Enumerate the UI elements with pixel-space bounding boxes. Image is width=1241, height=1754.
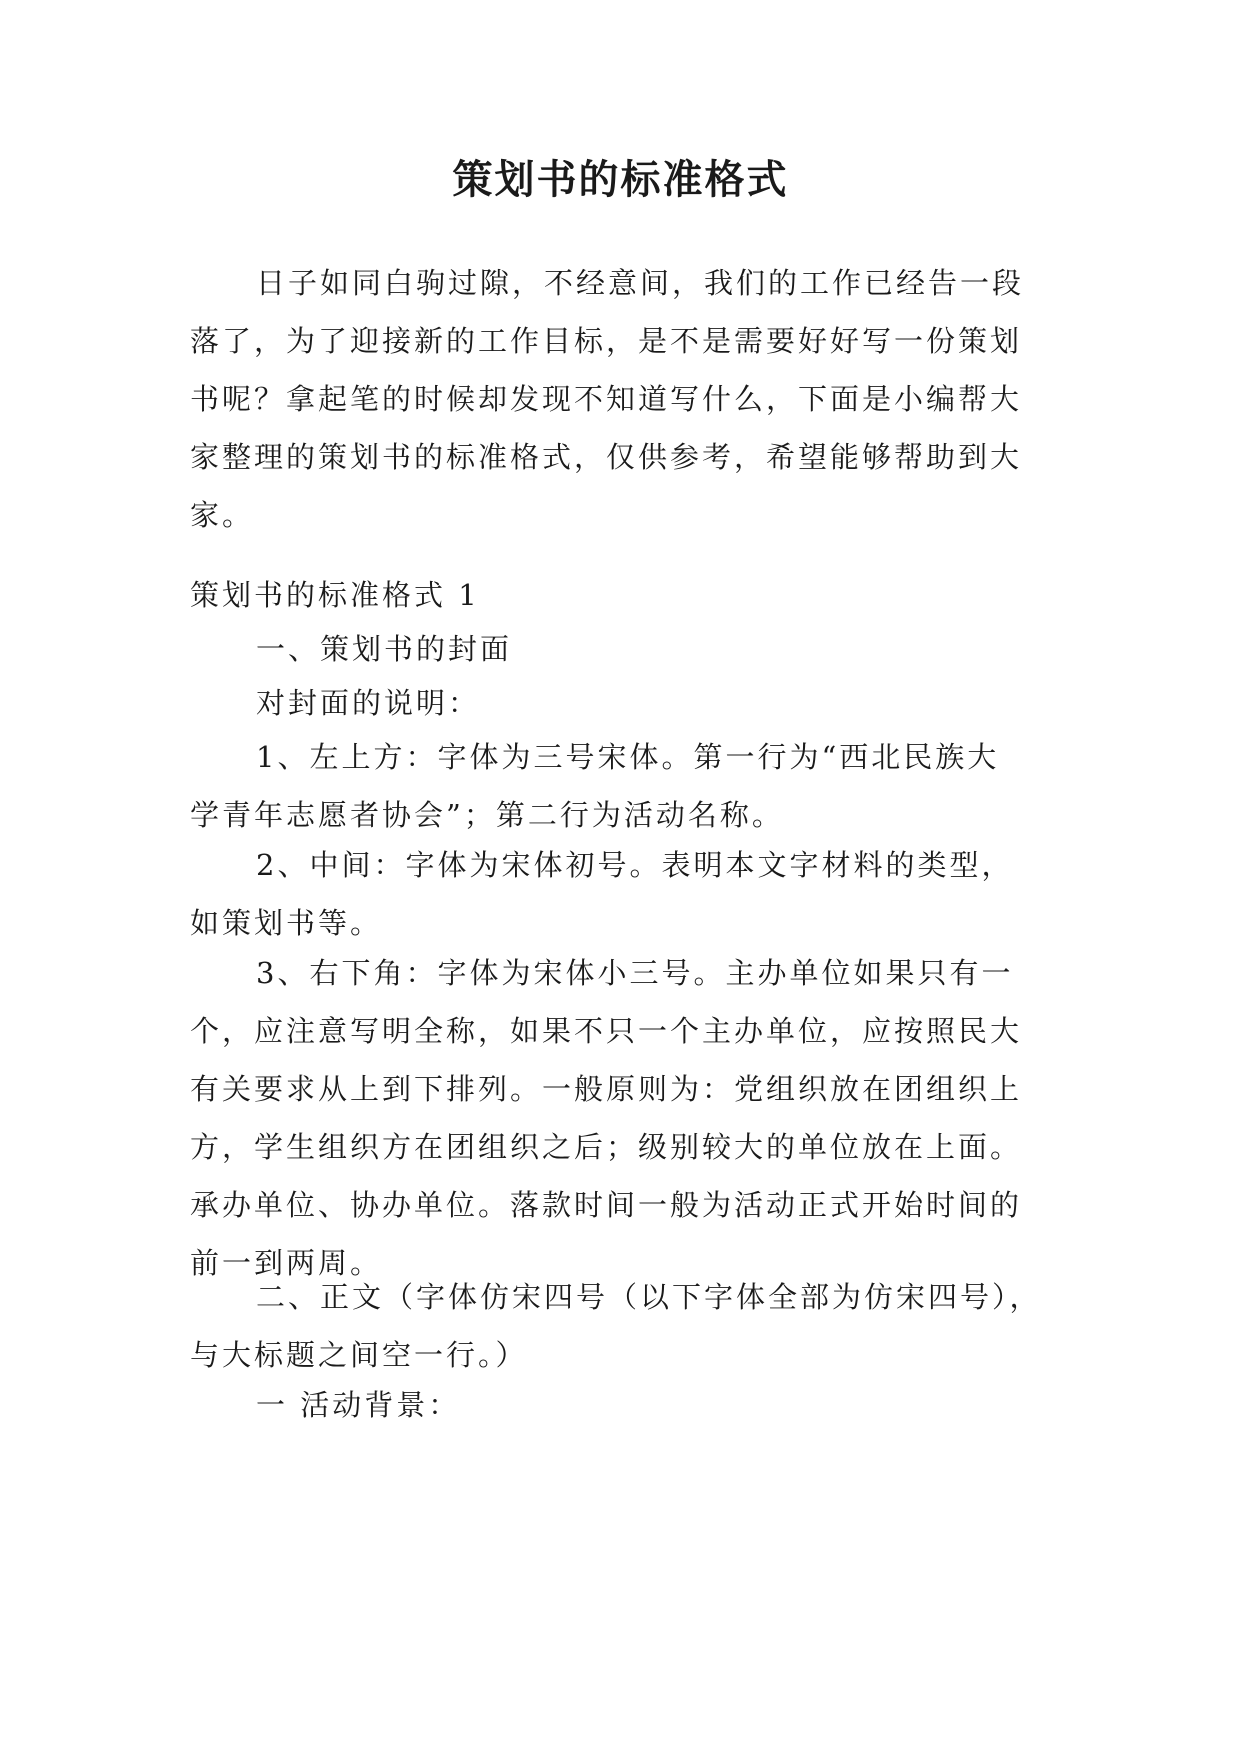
paragraph-line: 1、左上方：字体为三号宋体。第一行为“西北民族大	[256, 740, 1000, 774]
section-heading: 策划书的标准格式 1	[190, 578, 480, 612]
paragraph-line: 承办单位、协办单位。落款时间一般为活动正式开始时间的	[190, 1188, 1023, 1222]
paragraph-line: 前一到两周。	[190, 1246, 383, 1280]
intro-line: 日子如同白驹过隙，不经意间，我们的工作已经告一段	[256, 266, 1025, 300]
paragraph-line: 3、右下角：字体为宋体小三号。主办单位如果只有一	[256, 956, 1014, 990]
cover-item-2	[190, 836, 1070, 952]
intro-line: 家整理的策划书的标准格式，仅供参考，希望能够帮助到大	[190, 440, 1023, 474]
activity-background-heading: 一 活动背景：	[256, 1388, 461, 1422]
cover-item-3	[190, 944, 1070, 1292]
paragraph-line: 有关要求从上到下排列。一般原则为：党组织放在团组织上	[190, 1072, 1023, 1106]
body-section-heading	[190, 1268, 1070, 1384]
intro-paragraph	[190, 254, 1070, 544]
paragraph-line: 个，应注意写明全称，如果不只一个主办单位，应按照民大	[190, 1014, 1023, 1048]
paragraph-line: 如策划书等。	[190, 906, 383, 940]
intro-line: 家。	[190, 498, 255, 532]
cover-item-1	[190, 728, 1070, 844]
paragraph-line: 学青年志愿者协会”；第二行为活动名称。	[190, 798, 784, 832]
intro-line: 落了，为了迎接新的工作目标，是不是需要好好写一份策划	[190, 324, 1023, 358]
paragraph-line: 2、中间：字体为宋体初号。表明本文字材料的类型，	[256, 848, 1014, 882]
cover-description: 对封面的说明：	[256, 686, 481, 720]
paragraph-line: 方，学生组织方在团组织之后；级别较大的单位放在上面。	[190, 1130, 1023, 1164]
paragraph-line: 与大标题之间空一行。）	[190, 1338, 528, 1372]
paragraph-line: 二、正文（字体仿宋四号（以下字体全部为仿宋四号），	[256, 1280, 1042, 1314]
cover-heading: 一、策划书的封面	[256, 632, 513, 666]
intro-line: 书呢？拿起笔的时候却发现不知道写什么，下面是小编帮大	[190, 382, 1023, 416]
page-title: 策划书的标准格式	[452, 156, 789, 203]
